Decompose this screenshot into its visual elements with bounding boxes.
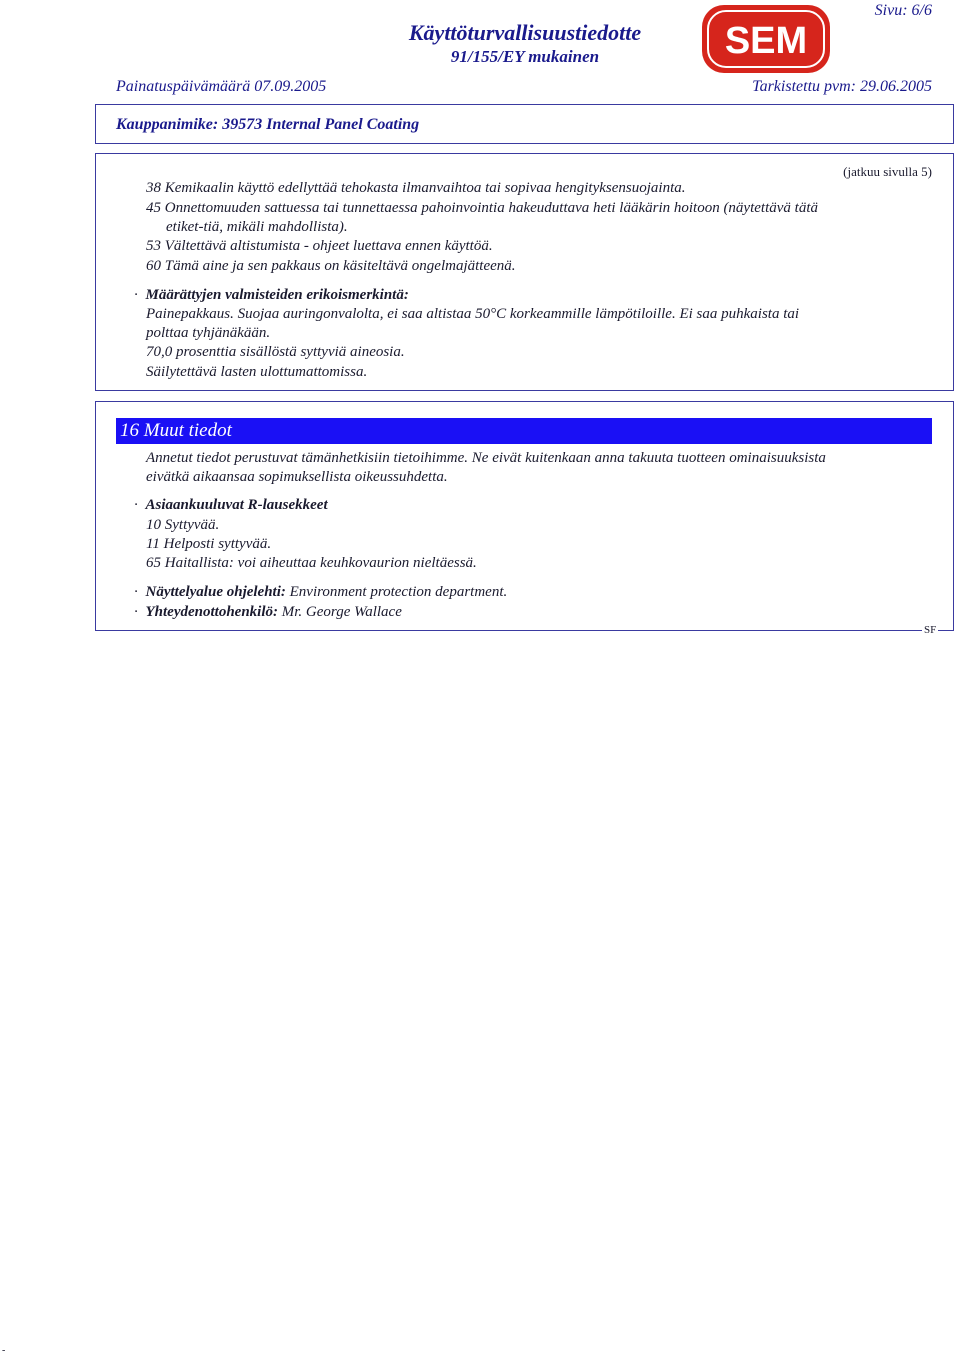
department-value: Environment protection department. bbox=[289, 584, 508, 600]
department-row bbox=[134, 584, 507, 601]
r-label: Asiaankuuluvat R-lausekkeet bbox=[145, 497, 328, 513]
revised-date: Tarkistettu pvm: 29.06.2005 bbox=[752, 78, 932, 95]
document-subtitle: 91/155/EY mukainen bbox=[450, 47, 600, 66]
s-phrase-53: 53 Vältettävä altistumista - ohjeet luettava ennen käyttöä. bbox=[146, 238, 493, 254]
s-phrase-60: 60 Tämä aine ja sen pakkaus on käsiteltävä ongelmajätteenä. bbox=[146, 258, 516, 274]
language-code: SF bbox=[924, 624, 937, 636]
trade-name: Kauppanimike: 39573 Internal Panel Coating bbox=[116, 116, 420, 133]
section-16-header-bar bbox=[116, 418, 932, 444]
s-phrase-45-cont: etiket-tiä, mikäli mahdollista). bbox=[166, 219, 348, 235]
page-number: Sivu: 6/6 bbox=[874, 2, 932, 19]
logo-text: SEM bbox=[724, 20, 808, 62]
r-label-row bbox=[134, 497, 328, 514]
bullet: · bbox=[134, 497, 138, 513]
contact-label: Yhteydenottohenkilö: bbox=[145, 604, 278, 620]
special-label: Määrättyjen valmisteiden erikoismerkintä: bbox=[145, 287, 409, 303]
contact-row bbox=[134, 604, 402, 621]
contact-value: Mr. George Wallace bbox=[281, 604, 402, 620]
special-label-row bbox=[134, 287, 409, 304]
bullet: · bbox=[134, 604, 138, 620]
r-phrase-10: 10 Syttyvää. bbox=[146, 517, 220, 533]
s-phrase-45: 45 Onnettomuuden sattuessa tai tunnettaessa pahoinvointia hakeuduttava heti lääkärin hoitoon (näytettävä tätä bbox=[146, 200, 818, 216]
special-line-3: 70,0 prosenttia sisällöstä syttyviä aineosia. bbox=[146, 344, 405, 360]
document-title: Käyttöturvallisuustiedotte bbox=[408, 20, 642, 45]
bullet: · bbox=[134, 584, 138, 600]
print-date: Painatuspäivämäärä 07.09.2005 bbox=[116, 78, 327, 95]
r-phrase-65: 65 Haitallista: voi aiheuttaa keuhkovaurion nieltäessä. bbox=[146, 555, 477, 571]
special-line-1: Painepakkaus. Suojaa auringonvalolta, ei saa altistaa 50°C korkeammille lämpötiloille. Ei saa puhkaista tai bbox=[146, 306, 800, 322]
section-16-intro-2: eivätkä aikaansaa sopimuksellista oikeussuhdetta. bbox=[146, 469, 448, 485]
corner-mark: - bbox=[2, 1345, 6, 1356]
sem-logo bbox=[700, 3, 832, 75]
department-label: Näyttelyalue ohjelehti: bbox=[145, 584, 286, 600]
continued-note: (jatkuu sivulla 5) bbox=[843, 164, 932, 179]
bullet: · bbox=[134, 287, 138, 303]
r-phrase-11: 11 Helposti syttyvää. bbox=[146, 536, 272, 552]
section-16-title: 16 Muut tiedot bbox=[120, 420, 232, 441]
special-line-4: Säilytettävä lasten ulottumattomissa. bbox=[146, 364, 368, 380]
section-16-intro-1: Annetut tiedot perustuvat tämänhetkisiin tietoihimme. Ne eivät kuitenkaan anna takuuta tuotteen ominaisuuksista bbox=[146, 450, 826, 466]
special-line-2: polttaa tyhjänäkään. bbox=[146, 325, 271, 341]
s-phrase-38: 38 Kemikaalin käyttö edellyttää tehokasta ilmanvaihtoa tai sopivaa hengityksensuojainta. bbox=[146, 180, 686, 196]
